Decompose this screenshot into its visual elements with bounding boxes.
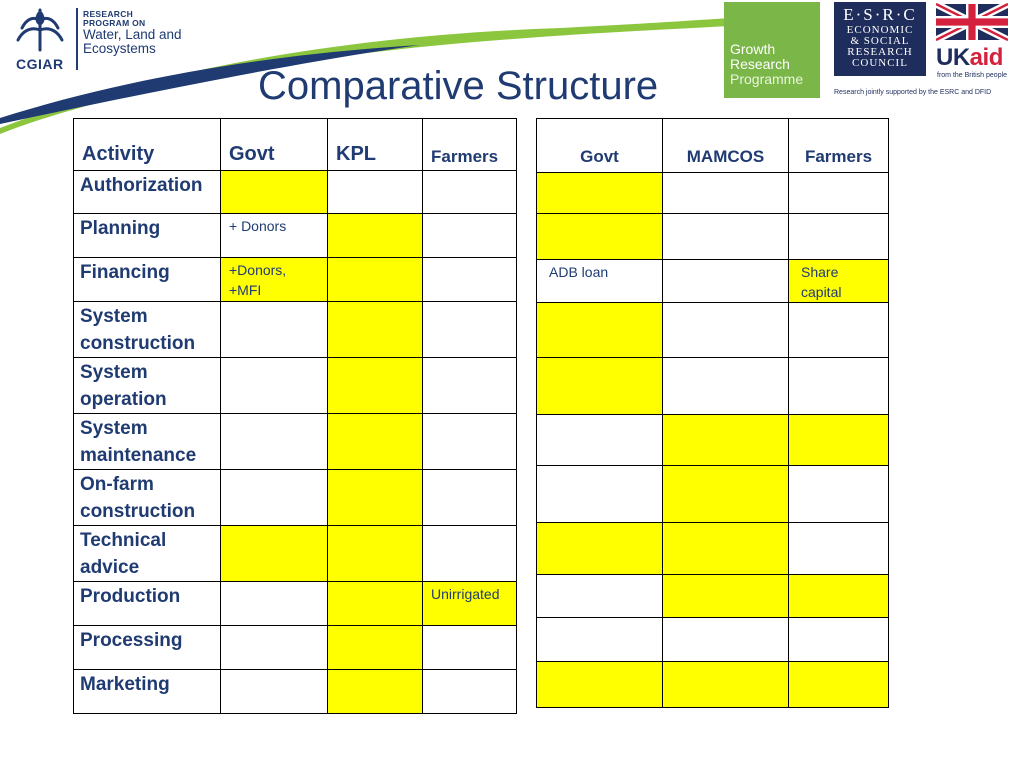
farmers-cell: [789, 618, 889, 662]
table-row: [74, 582, 517, 626]
table-row: [537, 466, 889, 523]
farmers-cell: [789, 523, 889, 575]
activity-cell: [74, 214, 221, 258]
program-name: [83, 10, 182, 56]
left-header-govt: Govt: [229, 143, 275, 165]
govt-cell: [221, 358, 328, 414]
farmers-cell: [789, 260, 889, 303]
program-line-4: Ecosystems: [83, 41, 156, 57]
govt-note: ADB loan: [549, 264, 609, 280]
govt-cell: [221, 214, 328, 258]
govt-cell: [221, 526, 328, 582]
mamcos-cell: [663, 358, 789, 415]
govt-cell: [221, 414, 328, 470]
farmers-cell: [423, 258, 517, 302]
table-row: [74, 414, 517, 470]
kpl-cell: [328, 526, 423, 582]
union-flag-icon: [936, 2, 1008, 42]
mamcos-cell: [663, 173, 789, 214]
growth-line-2: Research: [730, 56, 790, 72]
govt-cell: [537, 358, 663, 415]
activity-cell: [74, 358, 221, 414]
activity-label: System operation: [80, 362, 167, 410]
left-header-cell-activity: [74, 119, 221, 171]
left-header-activity: Activity: [82, 143, 155, 165]
esrc-line-2: ECONOMIC: [846, 24, 914, 36]
table-row: [537, 662, 889, 708]
table-row: [537, 173, 889, 214]
govt-cell: [537, 214, 663, 260]
activity-cell: [74, 526, 221, 582]
farmers-cell: [789, 575, 889, 618]
farmers-note: Share capital: [801, 264, 842, 300]
table-row: [74, 258, 517, 302]
left-header-kpl: KPL: [336, 143, 376, 165]
kpl-cell: [328, 171, 423, 214]
farmers-cell: [789, 358, 889, 415]
table-row: [74, 302, 517, 358]
esrc-line-3: & SOCIAL: [850, 35, 910, 47]
farmers-cell: [789, 466, 889, 523]
farmers-cell: [789, 662, 889, 708]
kpl-cell: [328, 626, 423, 670]
mamcos-cell: [663, 260, 789, 303]
right-header-cell-mamcos: [663, 119, 789, 173]
govt-cell: [537, 260, 663, 303]
farmers-cell: [423, 358, 517, 414]
growth-research-logo: [724, 2, 820, 98]
activity-cell: [74, 302, 221, 358]
farmers-cell: [423, 470, 517, 526]
logo-divider: [76, 8, 78, 70]
kpl-cell: [328, 470, 423, 526]
ukaid-logo: [936, 2, 1012, 86]
mamcos-cell: [663, 303, 789, 358]
ukaid-wordmark: [936, 44, 1003, 72]
table-row: [537, 575, 889, 618]
activity-cell: [74, 582, 221, 626]
activity-label: Financing: [80, 262, 170, 283]
mamcos-cell: [663, 523, 789, 575]
table-row: [537, 214, 889, 260]
kpl-cell: [328, 358, 423, 414]
activity-cell: [74, 470, 221, 526]
table-row: [537, 523, 889, 575]
cgiar-wheat-icon: [10, 6, 70, 54]
left-structure-table: [73, 118, 517, 714]
left-header-farmers: Farmers: [431, 147, 499, 166]
kpl-cell: [328, 258, 423, 302]
table-row: [74, 526, 517, 582]
activity-label: Production: [80, 586, 181, 607]
table-row: [74, 470, 517, 526]
right-structure-table: [536, 118, 889, 708]
activity-cell: [74, 258, 221, 302]
govt-cell: [221, 626, 328, 670]
mamcos-cell: [663, 575, 789, 618]
govt-note: + Donors: [229, 218, 287, 234]
kpl-cell: [328, 670, 423, 714]
govt-cell: [537, 303, 663, 358]
farmers-cell: [789, 415, 889, 466]
farmers-cell: [423, 302, 517, 358]
right-header-farmers: Farmers: [804, 147, 873, 166]
activity-label: Authorization: [80, 175, 203, 196]
farmers-cell: [423, 214, 517, 258]
right-header-cell-govt: [537, 119, 663, 173]
govt-cell: [537, 466, 663, 523]
esrc-letters: E·S·R·C: [843, 5, 917, 24]
govt-cell: [537, 618, 663, 662]
activity-cell: [74, 626, 221, 670]
program-line-1: RESEARCH: [83, 9, 134, 19]
mamcos-cell: [663, 618, 789, 662]
program-line-3: Water, Land and: [83, 26, 182, 42]
govt-cell: [537, 662, 663, 708]
govt-note: +Donors, +MFI: [229, 262, 287, 298]
farmers-note: Unirrigated: [431, 586, 500, 602]
table-row: [74, 626, 517, 670]
mamcos-cell: [663, 466, 789, 523]
table-row: [74, 171, 517, 214]
table-row: [74, 358, 517, 414]
activity-cell: [74, 670, 221, 714]
activity-label: Processing: [80, 630, 183, 651]
growth-line-3: Programme: [730, 71, 804, 87]
farmers-cell: [423, 171, 517, 214]
slide-title: Comparative Structure: [258, 64, 659, 108]
left-header-cell-kpl: [328, 119, 423, 171]
farmers-cell: [423, 526, 517, 582]
govt-cell: [537, 173, 663, 214]
ukaid-aid: aid: [969, 44, 1003, 71]
mamcos-cell: [663, 415, 789, 466]
govt-cell: [221, 670, 328, 714]
govt-cell: [537, 415, 663, 466]
growth-line-1: Growth: [730, 41, 776, 57]
govt-cell: [221, 258, 328, 302]
mamcos-cell: [663, 662, 789, 708]
govt-cell: [221, 582, 328, 626]
farmers-cell: [423, 414, 517, 470]
funding-note: Research jointly supported by the ESRC and DFID: [834, 89, 992, 96]
mamcos-cell: [663, 214, 789, 260]
table-row: [537, 303, 889, 358]
esrc-line-4: RESEARCH: [847, 46, 913, 58]
activity-label: Marketing: [80, 674, 170, 695]
activity-cell: [74, 171, 221, 214]
table-row: [537, 358, 889, 415]
kpl-cell: [328, 582, 423, 626]
right-header-govt: Govt: [580, 147, 619, 166]
table-row: [74, 670, 517, 714]
activity-label: On-farm construction: [80, 474, 196, 522]
govt-cell: [221, 302, 328, 358]
farmers-cell: [423, 582, 517, 626]
cgiar-wordmark: CGIAR: [16, 56, 64, 72]
farmers-cell: [789, 173, 889, 214]
cgiar-logo: [10, 6, 210, 76]
ukaid-uk: UK: [936, 44, 970, 71]
right-header-cell-farmers: [789, 119, 889, 173]
activity-label: Planning: [80, 218, 161, 239]
left-header-row: [74, 119, 517, 171]
table-row: [537, 260, 889, 303]
activity-label: System construction: [80, 306, 196, 354]
table-row: [537, 618, 889, 662]
kpl-cell: [328, 214, 423, 258]
program-line-2: PROGRAM ON: [83, 17, 146, 28]
farmers-cell: [423, 670, 517, 714]
esrc-logo: [834, 2, 926, 76]
esrc-line-5: COUNCIL: [852, 57, 908, 69]
govt-cell: [221, 470, 328, 526]
farmers-cell: [789, 303, 889, 358]
kpl-cell: [328, 302, 423, 358]
table-row: [537, 415, 889, 466]
activity-cell: [74, 414, 221, 470]
farmers-cell: [789, 214, 889, 260]
left-header-cell-farmers: [423, 119, 517, 171]
govt-cell: [537, 523, 663, 575]
ukaid-tagline: from the British people: [937, 72, 1008, 79]
govt-cell: [537, 575, 663, 618]
right-header-row: [537, 119, 889, 173]
activity-label: Technical advice: [80, 530, 167, 578]
kpl-cell: [328, 414, 423, 470]
govt-cell: [221, 171, 328, 214]
activity-label: System maintenance: [80, 418, 197, 466]
table-row: [74, 214, 517, 258]
right-header-mamcos: MAMCOS: [686, 147, 765, 166]
left-header-cell-govt: [221, 119, 328, 171]
farmers-cell: [423, 626, 517, 670]
